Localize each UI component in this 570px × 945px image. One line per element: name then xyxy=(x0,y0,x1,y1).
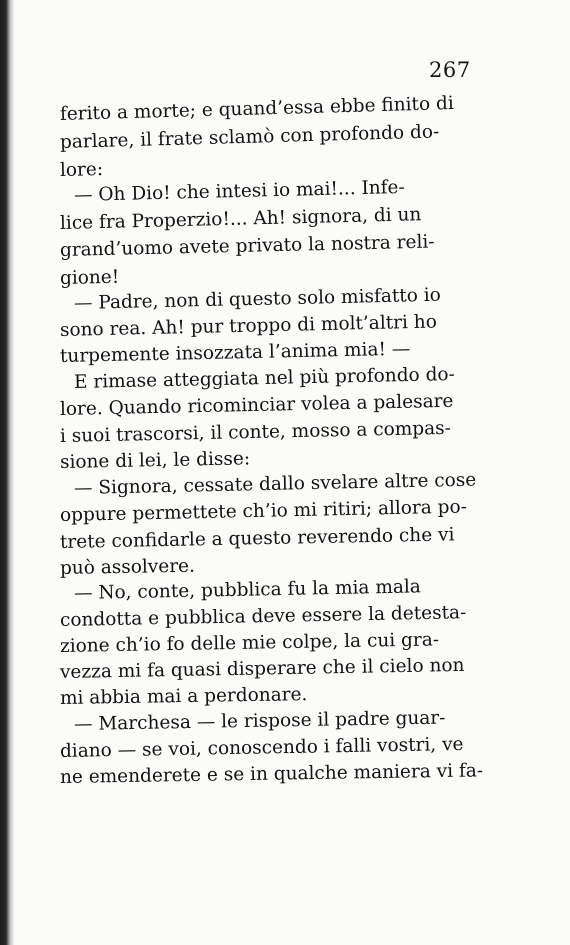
text-line: ferito a morte; e quand’essa ebbe finito di xyxy=(59,93,455,125)
text-line: condotta e pubblica deve essere la detesta- xyxy=(59,602,467,631)
text-line: ne emenderete e se in qualche maniera vi fa- xyxy=(59,760,484,788)
text-line: vezza mi fa quasi disperare che il cielo non xyxy=(59,654,465,683)
text-line: mi abbia mai a perdonare. xyxy=(59,684,308,709)
page-number: 267 xyxy=(429,58,471,82)
page-binding-edge xyxy=(0,0,14,945)
text-line: trete confidarle a questo reverendo che vi xyxy=(59,524,455,553)
text-line: — No, conte, pubblica fu la mia mala xyxy=(73,576,422,604)
text-line: — Oh Dio! che intesi io mai!... Infe- xyxy=(73,176,405,206)
text-line: oppure permettete ch’io mi ritiri; allora po- xyxy=(59,496,468,526)
text-line: può assolvere. xyxy=(59,555,196,579)
text-line: lice fra Properzio!... Ah! signora, di un xyxy=(59,204,422,234)
text-line: sono rea. Ah! pur troppo di molt’altri ho xyxy=(59,311,438,341)
text-line: sione di lei, le disse: xyxy=(59,448,251,473)
text-line: — Marchesa — le rispose il padre guar- xyxy=(73,707,446,735)
text-line: lore. Quando ricominciar volea a palesare xyxy=(59,390,454,420)
text-line: — Padre, non di questo solo misfatto io xyxy=(73,284,442,314)
text-line: gione! xyxy=(59,266,120,289)
text-line: — Signora, cessate dallo svelare altre cose xyxy=(73,469,477,499)
text-line: turpemente insozzata l’anima mia! — xyxy=(59,338,411,367)
text-line: lore: xyxy=(59,158,104,181)
text-line: grand’uomo avete privato la nostra reli- xyxy=(59,231,435,261)
text-line: zione ch’io fo delle mie colpe, la cui gra- xyxy=(59,629,440,657)
text-line: parlare, il frate sclamò con profondo do- xyxy=(59,121,440,153)
text-line: i suoi trascorsi, il conte, mosso a compas- xyxy=(59,417,452,447)
text-line: E rimase atteggiata nel più profondo do- xyxy=(73,364,456,393)
text-line: diano — se voi, conoscendo i falli vostri, ve xyxy=(59,733,464,762)
